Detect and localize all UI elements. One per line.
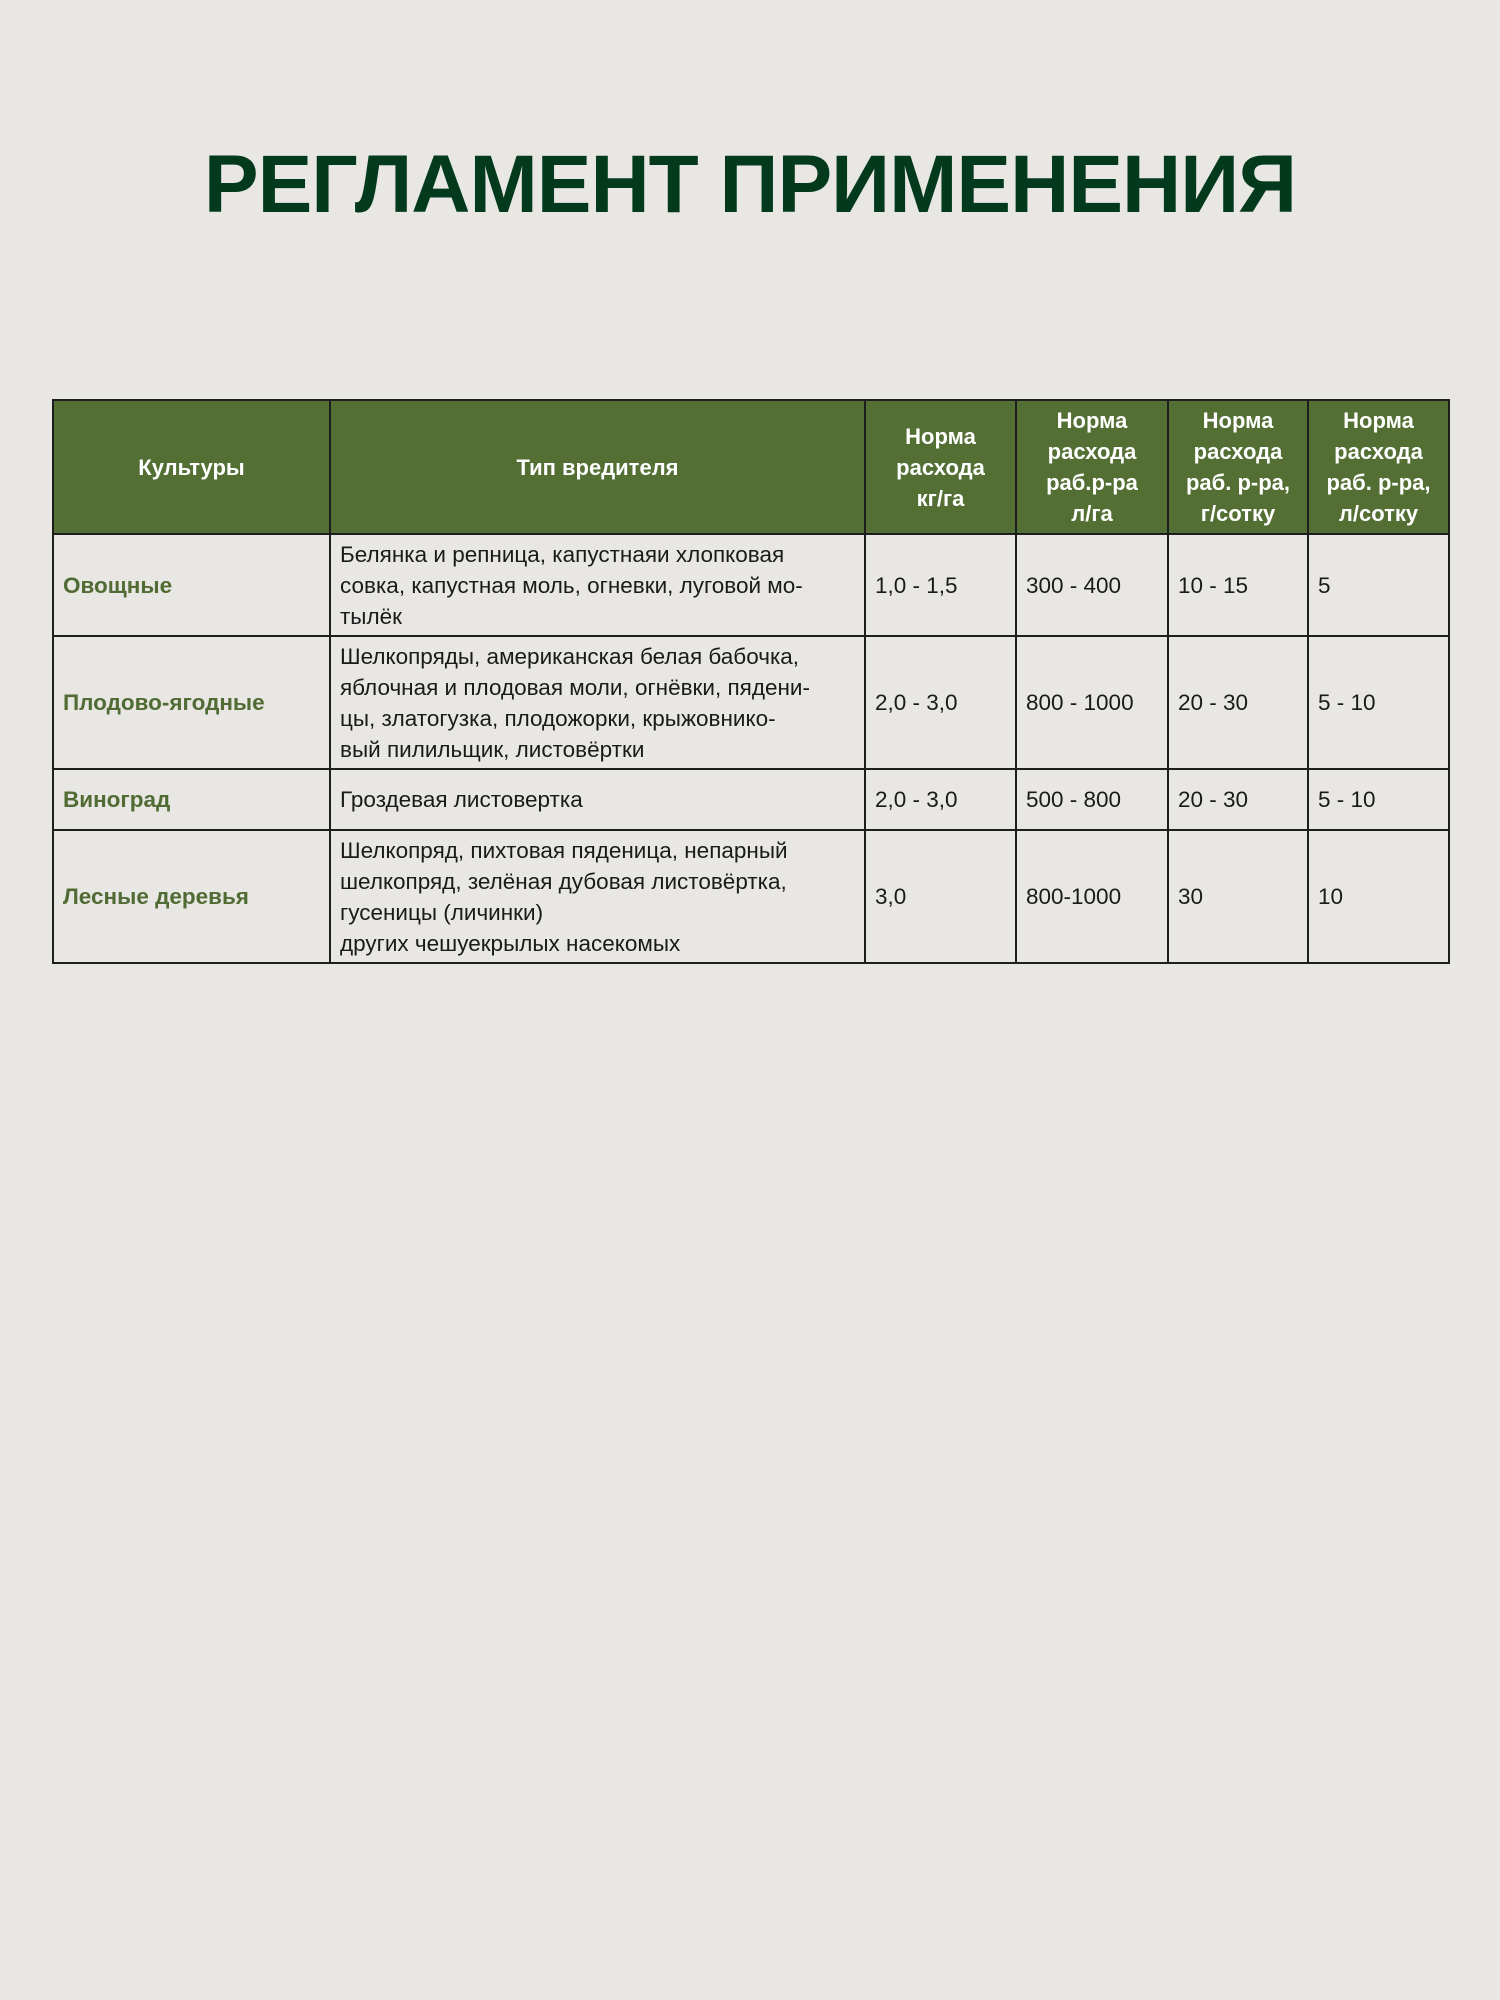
rate-l-sotka-cell: 5 - 10 <box>1308 769 1449 830</box>
header-rate-l-ha: Норма расхода раб.р-ра л/га <box>1016 400 1168 534</box>
rate-l-ha-cell: 800-1000 <box>1016 830 1168 963</box>
culture-cell: Овощные <box>53 534 330 636</box>
rate-g-sotka-cell: 30 <box>1168 830 1308 963</box>
rate-kg-ha-cell: 3,0 <box>865 830 1016 963</box>
header-cultures: Культуры <box>53 400 330 534</box>
rate-l-ha-cell: 500 - 800 <box>1016 769 1168 830</box>
rate-kg-ha-cell: 2,0 - 3,0 <box>865 769 1016 830</box>
pest-cell: Гроздевая листовертка <box>330 769 865 830</box>
rate-g-sotka-cell: 20 - 30 <box>1168 636 1308 769</box>
rate-kg-ha-cell: 2,0 - 3,0 <box>865 636 1016 769</box>
header-rate-kg-ha: Норма расхода кг/га <box>865 400 1016 534</box>
table-row <box>53 636 1449 769</box>
culture-cell: Лесные деревья <box>53 830 330 963</box>
header-pest-type: Тип вредителя <box>330 400 865 534</box>
header-rate-g-sotka: Норма расхода раб. р-ра, г/сотку <box>1168 400 1308 534</box>
regulation-table <box>52 399 1450 964</box>
rate-l-sotka-cell: 5 - 10 <box>1308 636 1449 769</box>
rate-kg-ha-cell: 1,0 - 1,5 <box>865 534 1016 636</box>
rate-l-sotka-cell: 10 <box>1308 830 1449 963</box>
table-header-row <box>53 400 1449 534</box>
table-row <box>53 830 1449 963</box>
culture-cell: Виноград <box>53 769 330 830</box>
table-row <box>53 534 1449 636</box>
pest-cell: Шелкопряды, американская белая бабочка, яблочная и плодовая моли, огнёвки, пядени- цы, златогузка, плодожорки, крыжовнико- вый пилильщик, листовёртки <box>330 636 865 769</box>
rate-l-ha-cell: 800 - 1000 <box>1016 636 1168 769</box>
rate-l-sotka-cell: 5 <box>1308 534 1449 636</box>
culture-cell: Плодово-ягодные <box>53 636 330 769</box>
header-rate-l-sotka: Норма расхода раб. р-ра, л/сотку <box>1308 400 1449 534</box>
table-row <box>53 769 1449 830</box>
pest-cell: Шелкопряд, пихтовая пяденица, непарный шелкопряд, зелёная дубовая листовёртка, гусеницы (личинки) других чешуекрылых насекомых <box>330 830 865 963</box>
page-title: РЕГЛАМЕНТ ПРИМЕНЕНИЯ <box>203 139 1297 230</box>
rate-g-sotka-cell: 20 - 30 <box>1168 769 1308 830</box>
rate-g-sotka-cell: 10 - 15 <box>1168 534 1308 636</box>
pest-cell: Белянка и репница, капустнаяи хлопковая совка, капустная моль, огневки, луговой мо- тылёк <box>330 534 865 636</box>
rate-l-ha-cell: 300 - 400 <box>1016 534 1168 636</box>
